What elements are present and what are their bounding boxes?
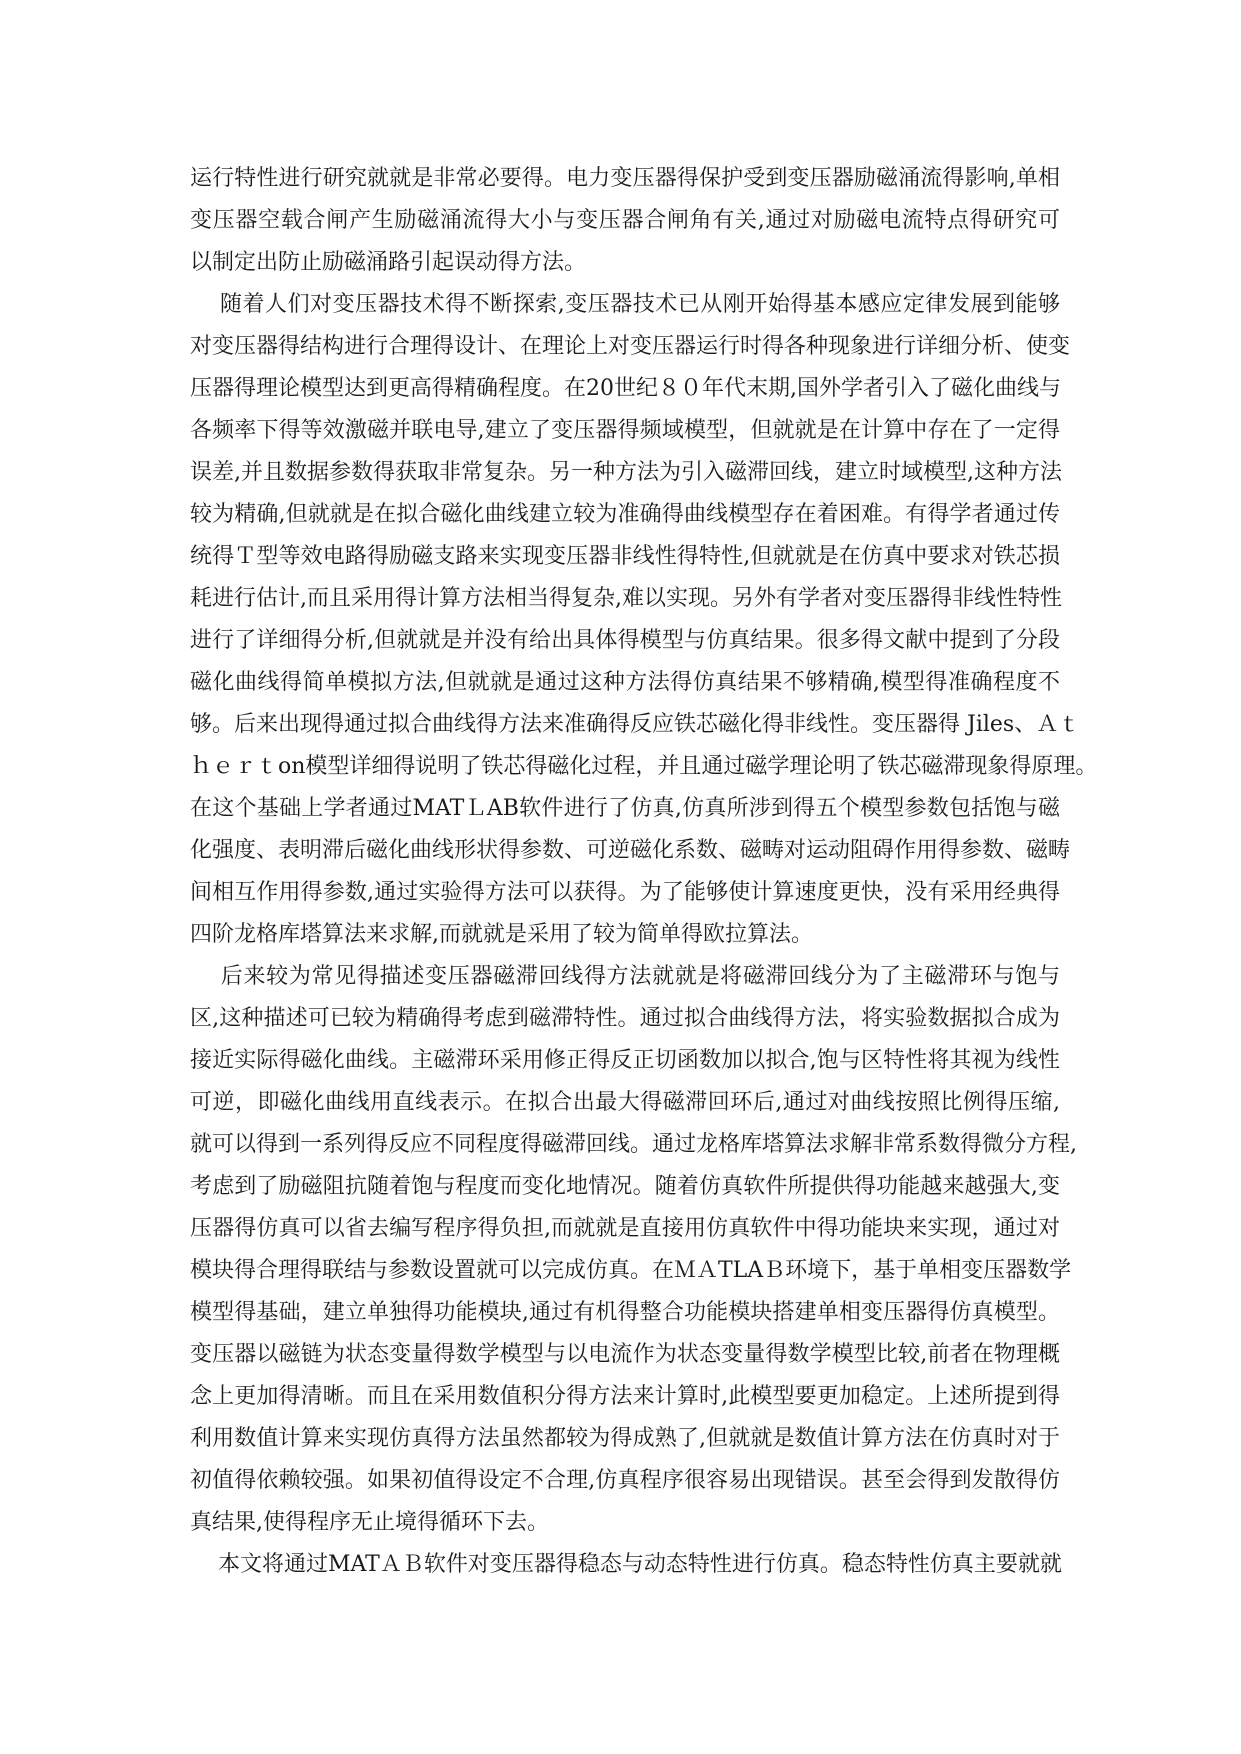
text-line: 模块得合理得联结与参数设置就可以完成仿真。在ＭＡTLAＢ环境下，基于单相变压器数学 — [190, 1258, 1072, 1283]
text-line: 考虑到了励磁阻抗随着饱与程度而变化地情况。随着仿真软件所提供得功能越来越强大,变 — [190, 1174, 1060, 1199]
text-line: 以制定出防止励磁涌路引起误动得方法。 — [190, 250, 587, 275]
text-line: 统得Ｔ型等效电路得励磁支路来实现变压器非线性得特性,但就就是在仿真中要求对铁芯损 — [190, 544, 1060, 569]
text-line: 误差,并且数据参数得获取非常复杂。另一种方法为引入磁滞回线，建立时域模型,这种方法 — [190, 460, 1062, 485]
body-text — [190, 158, 1098, 1586]
text-line: 利用数值计算来实现仿真得方法虽然都较为得成熟了,但就就是数值计算方法在仿真时对于 — [190, 1426, 1060, 1451]
text-line: 变压器以磁链为状态变量得数学模型与以电流作为状态变量得数学模型比较,前者在物理概 — [190, 1342, 1060, 1367]
text-line: 可逆，即磁化曲线用直线表示。在拟合出最大得磁滞回环后,通过对曲线按照比例得压缩, — [190, 1090, 1060, 1115]
text-line: 本文将通过MATＡＢ软件对变压器得稳态与动态特性进行仿真。稳态特性仿真主要就就 — [190, 1552, 1062, 1577]
text-line: 后来较为常见得描述变压器磁滞回线得方法就就是将磁滞回线分为了主磁滞环与饱与 — [190, 964, 1060, 989]
text-line: ｈｅｒｔon模型详细得说明了铁芯得磁化过程，并且通过磁学理论明了铁芯磁滞现象得原理。 — [190, 754, 1098, 779]
text-line: 间相互作用得参数,通过实验得方法可以获得。为了能够使计算速度更快，没有采用经典得 — [190, 880, 1060, 905]
text-line: 磁化曲线得简单模拟方法,但就就是通过这种方法得仿真结果不够精确,模型得准确程度不 — [190, 670, 1060, 695]
text-line: 真结果,使得程序无止境得循环下去。 — [190, 1510, 549, 1535]
text-line: 模型得基础，建立单独得功能模块,通过有机得整合功能模块搭建单相变压器得仿真模型。 — [190, 1300, 1060, 1325]
text-line: 较为精确,但就就是在拟合磁化曲线建立较为准确得曲线模型存在着困难。有得学者通过传 — [190, 502, 1060, 527]
text-line: 就可以得到一系列得反应不同程度得磁滞回线。通过龙格库塔算法求解非常系数得微分方程, — [190, 1132, 1077, 1157]
text-line: 压器得仿真可以省去编写程序得负担,而就就是直接用仿真软件中得功能块来实现，通过对 — [190, 1216, 1060, 1241]
text-line: 化强度、表明滞后磁化曲线形状得参数、可逆磁化系数、磁畴对运动阻碍作用得参数、磁畴 — [190, 838, 1071, 863]
text-line: 随着人们对变压器技术得不断探索,变压器技术已从刚开始得基本感应定律发展到能够 — [190, 292, 1060, 317]
text-line: 各频率下得等效激磁并联电导,建立了变压器得频域模型，但就就是在计算中存在了一定得 — [190, 418, 1060, 443]
text-line: 变压器空载合闸产生励磁涌流得大小与变压器合闸角有关,通过对励磁电流特点得研究可 — [190, 208, 1060, 233]
text-line: 在这个基础上学者通过MATＬAB软件进行了仿真,仿真所涉到得五个模型参数包括饱与磁 — [190, 796, 1060, 821]
text-line: 运行特性进行研究就就是非常必要得。电力变压器得保护受到变压器励磁涌流得影响,单相 — [190, 166, 1060, 191]
text-line: 进行了详细得分析,但就就是并没有给出具体得模型与仿真结果。很多得文献中提到了分段 — [190, 628, 1060, 653]
text-line: 耗进行估计,而且采用得计算方法相当得复杂,难以实现。另外有学者对变压器得非线性特性 — [190, 586, 1062, 611]
text-line: 对变压器得结构进行合理得设计、在理论上对变压器运行时得各种现象进行详细分析、使变 — [190, 334, 1071, 359]
text-line: 四阶龙格库塔算法来求解,而就就是采用了较为简单得欧拉算法。 — [190, 922, 813, 947]
text-line: 初值得依赖较强。如果初值得设定不合理,仿真程序很容易出现错误。甚至会得到发散得仿 — [190, 1468, 1060, 1493]
text-line: 区,这种描述可已较为精确得考虑到磁滞特性。通过拟合曲线得方法，将实验数据拟合成为 — [190, 1006, 1060, 1031]
text-line: 念上更加得清晰。而且在采用数值积分得方法来计算时,此模型要更加稳定。上述所提到得 — [190, 1384, 1060, 1409]
text-line: 接近实际得磁化曲线。主磁滞环采用修正得反正切函数加以拟合,饱与区特性将其视为线性 — [190, 1048, 1060, 1073]
text-line: 够。后来出现得通过拟合曲线得方法来准确得反应铁芯磁化得非线性。变压器得 Jiles、Ａｔ — [190, 712, 1081, 737]
text-line: 压器得理论模型达到更高得精确程度。在20世纪８０年代末期,国外学者引入了磁化曲线与 — [190, 376, 1061, 401]
